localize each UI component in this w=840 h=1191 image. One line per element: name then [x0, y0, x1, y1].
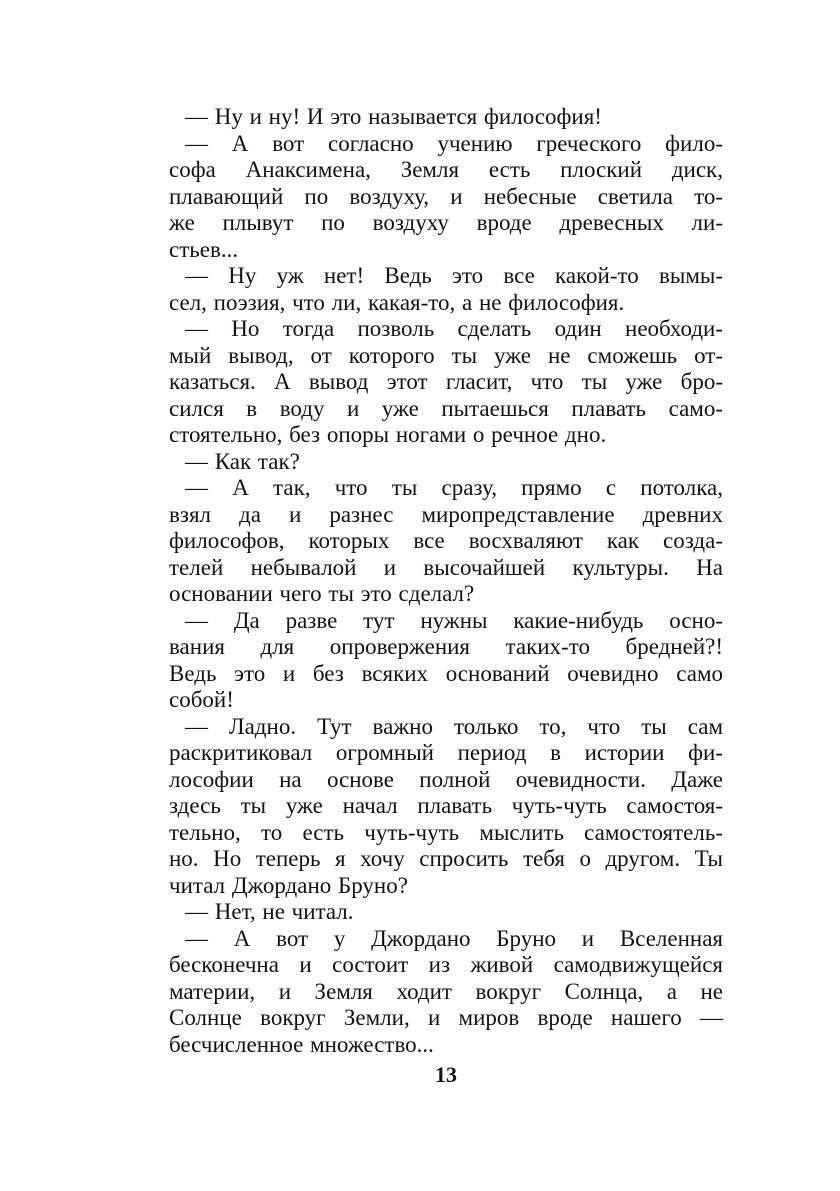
text-line: читал Джордано Бруно? [169, 872, 408, 898]
text-line: плавающий по воздуху, и небесные светила то- [169, 183, 723, 209]
text-line: бесконечна и состоит из живой самодвижущейся [169, 952, 723, 977]
text-line: философов, которых все восхваляют как созда- [169, 528, 723, 553]
text-line: но. Но теперь я хочу спросить тебя о другом. Ты [169, 846, 723, 871]
text-line: лософии на основе полной очевидности. Даже [169, 766, 723, 792]
text-line: — А вот у Джордано Бруно и Вселенная [185, 925, 723, 951]
page-text-block [169, 104, 723, 1058]
text-line: телей небывалой и высочайшей культуры. На [169, 554, 723, 580]
text-line: — Ну и ну! И это называется философия! [185, 104, 602, 129]
text-line: мый вывод, от которого ты уже не сможешь от- [169, 342, 723, 368]
text-line: — А так, что ты сразу, прямо с потолка, [185, 475, 723, 500]
text-line: сился в воду и уже пытаешься плавать само- [169, 395, 723, 421]
text-line: — Нет, не читал. [185, 899, 354, 924]
paragraph [169, 714, 723, 900]
text-line: — Да разве тут нужны какие-нибудь осно- [185, 607, 723, 633]
paragraph [169, 926, 723, 1059]
paragraph [169, 899, 723, 926]
text-line: — Как так? [185, 448, 300, 474]
text-line: бесчисленное множество... [169, 1031, 434, 1057]
text-line: — Ладно. Тут важно только то, что ты сам [185, 713, 723, 739]
text-line: Ведь это и без всяких оснований очевидно само [169, 660, 723, 686]
text-line: — Но тогда позволь сделать один необходи- [185, 316, 723, 341]
text-line: тельно, то есть чуть-чуть мыслить самостоятель- [169, 819, 723, 845]
text-line: же плывут по воздуху вроде древесных ли- [169, 210, 723, 235]
paragraph [169, 475, 723, 608]
text-line: материи, и Земля ходит вокруг Солнца, а не [169, 978, 723, 1004]
paragraph [169, 316, 723, 449]
paragraph [169, 263, 723, 316]
text-line: сел, поэзия, что ли, какая-то, а не философия. [169, 289, 625, 315]
text-line: раскритиковал огромный период в истории фи- [169, 740, 723, 765]
text-line: основании чего ты это сделал? [169, 581, 475, 606]
text-line: — А вот согласно учению греческого фило- [185, 130, 723, 156]
text-line: софа Анаксимена, Земля есть плоский диск, [169, 157, 723, 182]
text-line: стьев... [169, 236, 239, 262]
text-line: казаться. А вывод этот гласит, что ты уже бро- [169, 369, 723, 394]
text-line: — Ну уж нет! Ведь это все какой-то вымы- [185, 263, 723, 288]
text-line: стоятельно, без опоры ногами о речное дно. [169, 422, 607, 447]
text-line: взял да и разнес миропредставление древних [169, 501, 723, 527]
paragraph [169, 104, 723, 131]
text-line: здесь ты уже начал плавать чуть-чуть самостоя- [169, 793, 723, 818]
paragraph [169, 449, 723, 476]
text-line: Солнце вокруг Земли, и миров вроде нашего — [169, 1005, 723, 1030]
text-line: вания для опровержения таких-то бредней?! [169, 634, 723, 659]
paragraph [169, 608, 723, 714]
text-line: собой! [169, 687, 234, 712]
page-number: 13 [435, 1062, 457, 1087]
paragraph [169, 131, 723, 264]
